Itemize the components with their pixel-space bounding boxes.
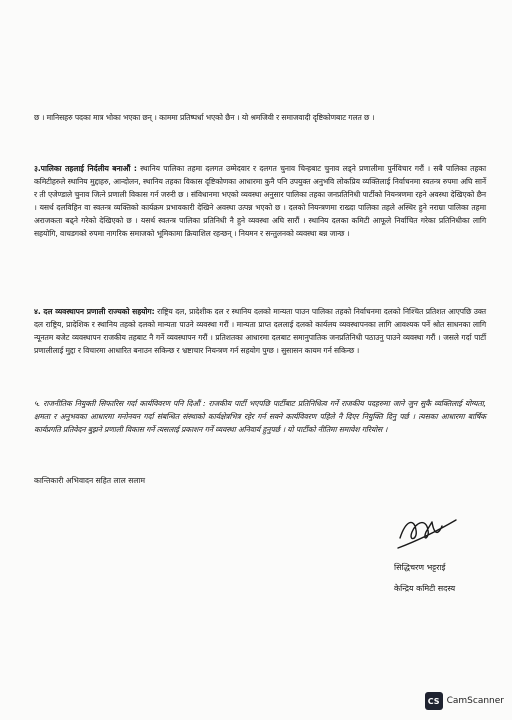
section-3-paragraph: [34, 162, 486, 240]
signer-name: सिद्धिचरण भट्टराई: [394, 563, 446, 572]
section-4-text: राष्ट्रिय दल, प्रादेशीक दल र स्थानिय दलको मान्यता पाउन पालिका तहको निर्वाचनमा दलको निश्चित प्रतिशत आएपछि उक्त दल राष्ट्रिय, प्रादेशिक र स्थानिय तहको दलको मान्यता पाउने व्यवस्था गरौं । मान्यता प्राप्त दललाई दलको कार्यलय व्यवस्थापनका लागि आवश्यक पर्ने श्रोत साधनका लागि न्यूनतम बजेट व्यवस्थापन राजकीय तहबाट नै गर्ने व्यवस्थापन गरौं । प्रतिशतका आधारमा दलबाट समानुपातिक जनप्रतिनिधी पठाउनु पाउने व्यवस्था गरौं । जसले गर्दा पार्टी प्रणालीलाई मुद्दा र विचारमा आधारित बनाउन सकिन्छ र भ्रष्टाचार नियन्त्रण गर्न सहयोग पुग्छ । सुसासन कायम गर्न सकिन्छ ।: [34, 306, 486, 355]
section-4-paragraph: [34, 305, 486, 357]
section-3-heading: ३.पालिका तहलाई निर्दलीय बनाऔं :: [34, 163, 137, 173]
handwritten-signature: [392, 508, 462, 558]
camscanner-logo-icon: CS: [425, 692, 443, 710]
watermark-text: CamScanner: [446, 696, 504, 706]
signer-title: केन्द्रिय कमिटी सदस्य: [394, 584, 456, 593]
section-3-text: स्थानिय पालिका तहमा दलगत उम्मेदवार र दलगत चुनाव चिन्हबाट चुनाव लड्ने प्रणालीमा पुर्नविचार गरौं । सबै पालिका तहका कमिटीहरुले स्थानिय मुद्दाहरु, आन्दोलन, स्थानिय तहका विकास दृष्टिकोणका आधारमा कुनै पनि उपयुक्त अनुभवि लोकप्रिय व्यक्तिलाई निर्वाचनमा स्वतन्त्र रुपमा अघि सार्ने र ती एजेण्डाले चुनाव जित्ने प्रणाली विकास गर्न जरुरी छ । संविधानमा भएको व्यवस्था अनुसार पालिका तहका जनप्रतिनिधी पार्टीको नियन्त्रणमा रहने अवस्था देखिएको छैन । यसर्थ दलविहिन वा स्वतन्त्र व्यक्तिको कार्यक्रम प्रभावकारी देखिने अवस्था उत्पन्न भएको छ । दलको नियन्त्रणमा राख्दा पालिका तहले अस्थिर हुने नराम्रा पालिका तहमा अराजकता बढ्ने गरेको देखिएको छ । यसर्थ स्वतन्त्र पालिका प्रतिनिधी नै हुने व्यवस्था अघि सारौं । स्थानिय दलका कमिटी आफूले निर्वाचित गरेका प्रतिनिधीका लागि सहयोगि, वाचडगको रुपमा नागरिक समाजको भूमिकामा क्रियाशिल रहन्छन् । नियमन र सन्तुलनको व्यवस्था बन्न जान्छ ।: [34, 163, 486, 238]
scanner-watermark: [425, 692, 504, 710]
section-5-paragraph: [34, 397, 486, 436]
section-5-text: ५. राजनीतिक नियुक्ती सिफारिस गर्दा कार्यविवरण पनि दिऔं : राजकीय पार्टी भएपछि पार्टीबाट प्रतिनिधित्व गर्ने राजकीय पदहरुमा जाने जुन सुकै व्यक्तिलाई योग्यता, क्षमता र अनुभवका आधारमा मनोनयन गर्दा संबन्धित संस्थाको कार्यक्षेत्रभित्र रहेर गर्न सक्ने कार्यविवरण पहिले नै दिएर नियुक्ति दिनु पर्छ । त्यसका आधारमा बार्षिक कार्यप्रगति प्रतिवेदन बुझने प्रणाली विकास गर्ने त्यसलाई प्रकाशन गर्ने व्यवस्था अनिवार्य हुनुपर्छ । यो पार्टीको नीतिमा समावेश गरियोस ।: [34, 398, 486, 434]
closing-salutation: कान्तिकारी अभिवादन सहित लाल सलाम: [34, 476, 146, 485]
section-4-heading: ४. दल व्यवस्थापन प्रणाली राज्यको सहयोग:: [34, 306, 155, 316]
paragraph-text: छ । मानिसहरु पदका मात्र भोका भएका छन् । काममा प्रतिष्पर्धा भएको छैन । यो श्रमजिवी र समाजवादी दृष्टिकोणबाट गलत छ ।: [34, 112, 375, 122]
paragraph-continuation: [34, 111, 486, 124]
